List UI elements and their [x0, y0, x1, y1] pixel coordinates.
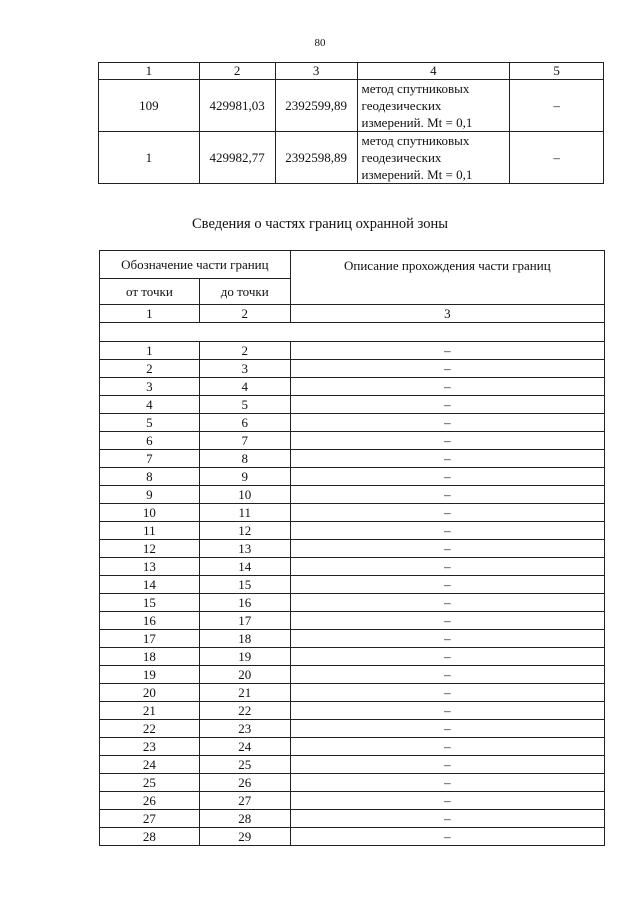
- description-cell: –: [290, 720, 604, 738]
- x-coordinate: 429982,77: [199, 132, 275, 184]
- y-coordinate: 2392598,89: [275, 132, 357, 184]
- table-row: [100, 414, 605, 432]
- table-row: [100, 576, 605, 594]
- description-cell: –: [290, 576, 604, 594]
- from-point: 5: [100, 414, 200, 432]
- from-point: 18: [100, 648, 200, 666]
- from-point: 23: [100, 738, 200, 756]
- table-row: [100, 756, 605, 774]
- to-point: 27: [199, 792, 290, 810]
- method-line: измерений. Mt = 0,1: [361, 115, 473, 130]
- description-cell: –: [290, 666, 604, 684]
- table-row: [99, 132, 604, 184]
- table-row: [100, 432, 605, 450]
- to-point: 13: [199, 540, 290, 558]
- measurement-method: [357, 80, 510, 132]
- header-to-point: до точки: [199, 279, 290, 305]
- description-cell: –: [290, 558, 604, 576]
- description-cell: –: [290, 702, 604, 720]
- from-point: 19: [100, 666, 200, 684]
- to-point: 12: [199, 522, 290, 540]
- from-point: 3: [100, 378, 200, 396]
- from-point: 24: [100, 756, 200, 774]
- column-number: 3: [290, 305, 604, 323]
- column-number: 1: [100, 305, 200, 323]
- description-cell: –: [290, 522, 604, 540]
- description-cell: –: [290, 468, 604, 486]
- table-row: [100, 450, 605, 468]
- from-point: 10: [100, 504, 200, 522]
- x-coordinate: 429981,03: [199, 80, 275, 132]
- to-point: 10: [199, 486, 290, 504]
- column-number: 1: [99, 63, 200, 80]
- note-cell: –: [510, 80, 604, 132]
- point-number: 1: [99, 132, 200, 184]
- table-header-row: [99, 63, 604, 80]
- measurement-method: [357, 132, 510, 184]
- y-coordinate: 2392599,89: [275, 80, 357, 132]
- description-cell: –: [290, 648, 604, 666]
- to-point: 16: [199, 594, 290, 612]
- from-point: 14: [100, 576, 200, 594]
- from-point: 15: [100, 594, 200, 612]
- from-point: 2: [100, 360, 200, 378]
- description-cell: –: [290, 414, 604, 432]
- to-point: 5: [199, 396, 290, 414]
- to-point: 21: [199, 684, 290, 702]
- table-row: [99, 80, 604, 132]
- from-point: 6: [100, 432, 200, 450]
- to-point: 28: [199, 810, 290, 828]
- from-point: 4: [100, 396, 200, 414]
- table-header-row: [100, 251, 605, 279]
- boundary-parts-table: [99, 250, 605, 846]
- table-row: [100, 486, 605, 504]
- header-from-point: от точки: [100, 279, 200, 305]
- column-number: 4: [357, 63, 510, 80]
- description-cell: –: [290, 612, 604, 630]
- from-point: 13: [100, 558, 200, 576]
- to-point: 14: [199, 558, 290, 576]
- table-row: [100, 504, 605, 522]
- table-row: [100, 738, 605, 756]
- empty-row: [100, 323, 605, 342]
- to-point: 2: [199, 342, 290, 360]
- description-cell: –: [290, 450, 604, 468]
- description-cell: –: [290, 540, 604, 558]
- from-point: 27: [100, 810, 200, 828]
- to-point: 9: [199, 468, 290, 486]
- header-description: Описание прохождения части границ: [290, 251, 604, 305]
- to-point: 8: [199, 450, 290, 468]
- from-point: 28: [100, 828, 200, 846]
- method-line: геодезических: [361, 98, 442, 113]
- column-number: 3: [275, 63, 357, 80]
- table-row: [100, 540, 605, 558]
- from-point: 1: [100, 342, 200, 360]
- from-point: 7: [100, 450, 200, 468]
- column-number: 2: [199, 63, 275, 80]
- to-point: 18: [199, 630, 290, 648]
- table-row: [100, 378, 605, 396]
- note-cell: –: [510, 132, 604, 184]
- empty-cell: [100, 323, 605, 342]
- table-row: [100, 792, 605, 810]
- to-point: 20: [199, 666, 290, 684]
- method-line: метод спутниковых: [361, 81, 470, 96]
- to-point: 6: [199, 414, 290, 432]
- table-row: [100, 630, 605, 648]
- to-point: 23: [199, 720, 290, 738]
- description-cell: –: [290, 504, 604, 522]
- table-row: [100, 360, 605, 378]
- table-row: [100, 666, 605, 684]
- from-point: 17: [100, 630, 200, 648]
- section-title: Сведения о частях границ охранной зоны: [192, 216, 448, 232]
- description-cell: –: [290, 756, 604, 774]
- to-point: 4: [199, 378, 290, 396]
- to-point: 3: [199, 360, 290, 378]
- to-point: 19: [199, 648, 290, 666]
- description-cell: –: [290, 432, 604, 450]
- column-number: 2: [199, 305, 290, 323]
- method-line: геодезических: [361, 150, 442, 165]
- table-row: [100, 810, 605, 828]
- from-point: 8: [100, 468, 200, 486]
- to-point: 25: [199, 756, 290, 774]
- description-cell: –: [290, 810, 604, 828]
- to-point: 15: [199, 576, 290, 594]
- header-group-label: Обозначение части границ: [100, 251, 291, 279]
- to-point: 11: [199, 504, 290, 522]
- to-point: 26: [199, 774, 290, 792]
- column-number-row: [100, 305, 605, 323]
- description-cell: –: [290, 360, 604, 378]
- description-cell: –: [290, 594, 604, 612]
- from-point: 12: [100, 540, 200, 558]
- description-cell: –: [290, 396, 604, 414]
- description-cell: –: [290, 684, 604, 702]
- table-row: [100, 702, 605, 720]
- from-point: 11: [100, 522, 200, 540]
- from-point: 26: [100, 792, 200, 810]
- from-point: 22: [100, 720, 200, 738]
- from-point: 9: [100, 486, 200, 504]
- table-row: [100, 684, 605, 702]
- table-row: [100, 594, 605, 612]
- description-cell: –: [290, 630, 604, 648]
- table-row: [100, 828, 605, 846]
- description-cell: –: [290, 738, 604, 756]
- description-cell: –: [290, 828, 604, 846]
- method-line: метод спутниковых: [361, 133, 470, 148]
- to-point: 17: [199, 612, 290, 630]
- to-point: 29: [199, 828, 290, 846]
- table-row: [100, 720, 605, 738]
- table-row: [100, 648, 605, 666]
- point-number: 109: [99, 80, 200, 132]
- to-point: 7: [199, 432, 290, 450]
- description-cell: –: [290, 342, 604, 360]
- table-row: [100, 558, 605, 576]
- coordinates-table: [98, 62, 604, 184]
- to-point: 22: [199, 702, 290, 720]
- description-cell: –: [290, 774, 604, 792]
- page-number: 80: [314, 37, 326, 49]
- from-point: 20: [100, 684, 200, 702]
- table-row: [100, 342, 605, 360]
- table-row: [100, 522, 605, 540]
- table-row: [100, 396, 605, 414]
- table-row: [100, 468, 605, 486]
- description-cell: –: [290, 792, 604, 810]
- description-cell: –: [290, 486, 604, 504]
- method-line: измерений. Mt = 0,1: [361, 167, 473, 182]
- from-point: 16: [100, 612, 200, 630]
- description-cell: –: [290, 378, 604, 396]
- table-row: [100, 612, 605, 630]
- table-row: [100, 774, 605, 792]
- from-point: 21: [100, 702, 200, 720]
- column-number: 5: [510, 63, 604, 80]
- from-point: 25: [100, 774, 200, 792]
- to-point: 24: [199, 738, 290, 756]
